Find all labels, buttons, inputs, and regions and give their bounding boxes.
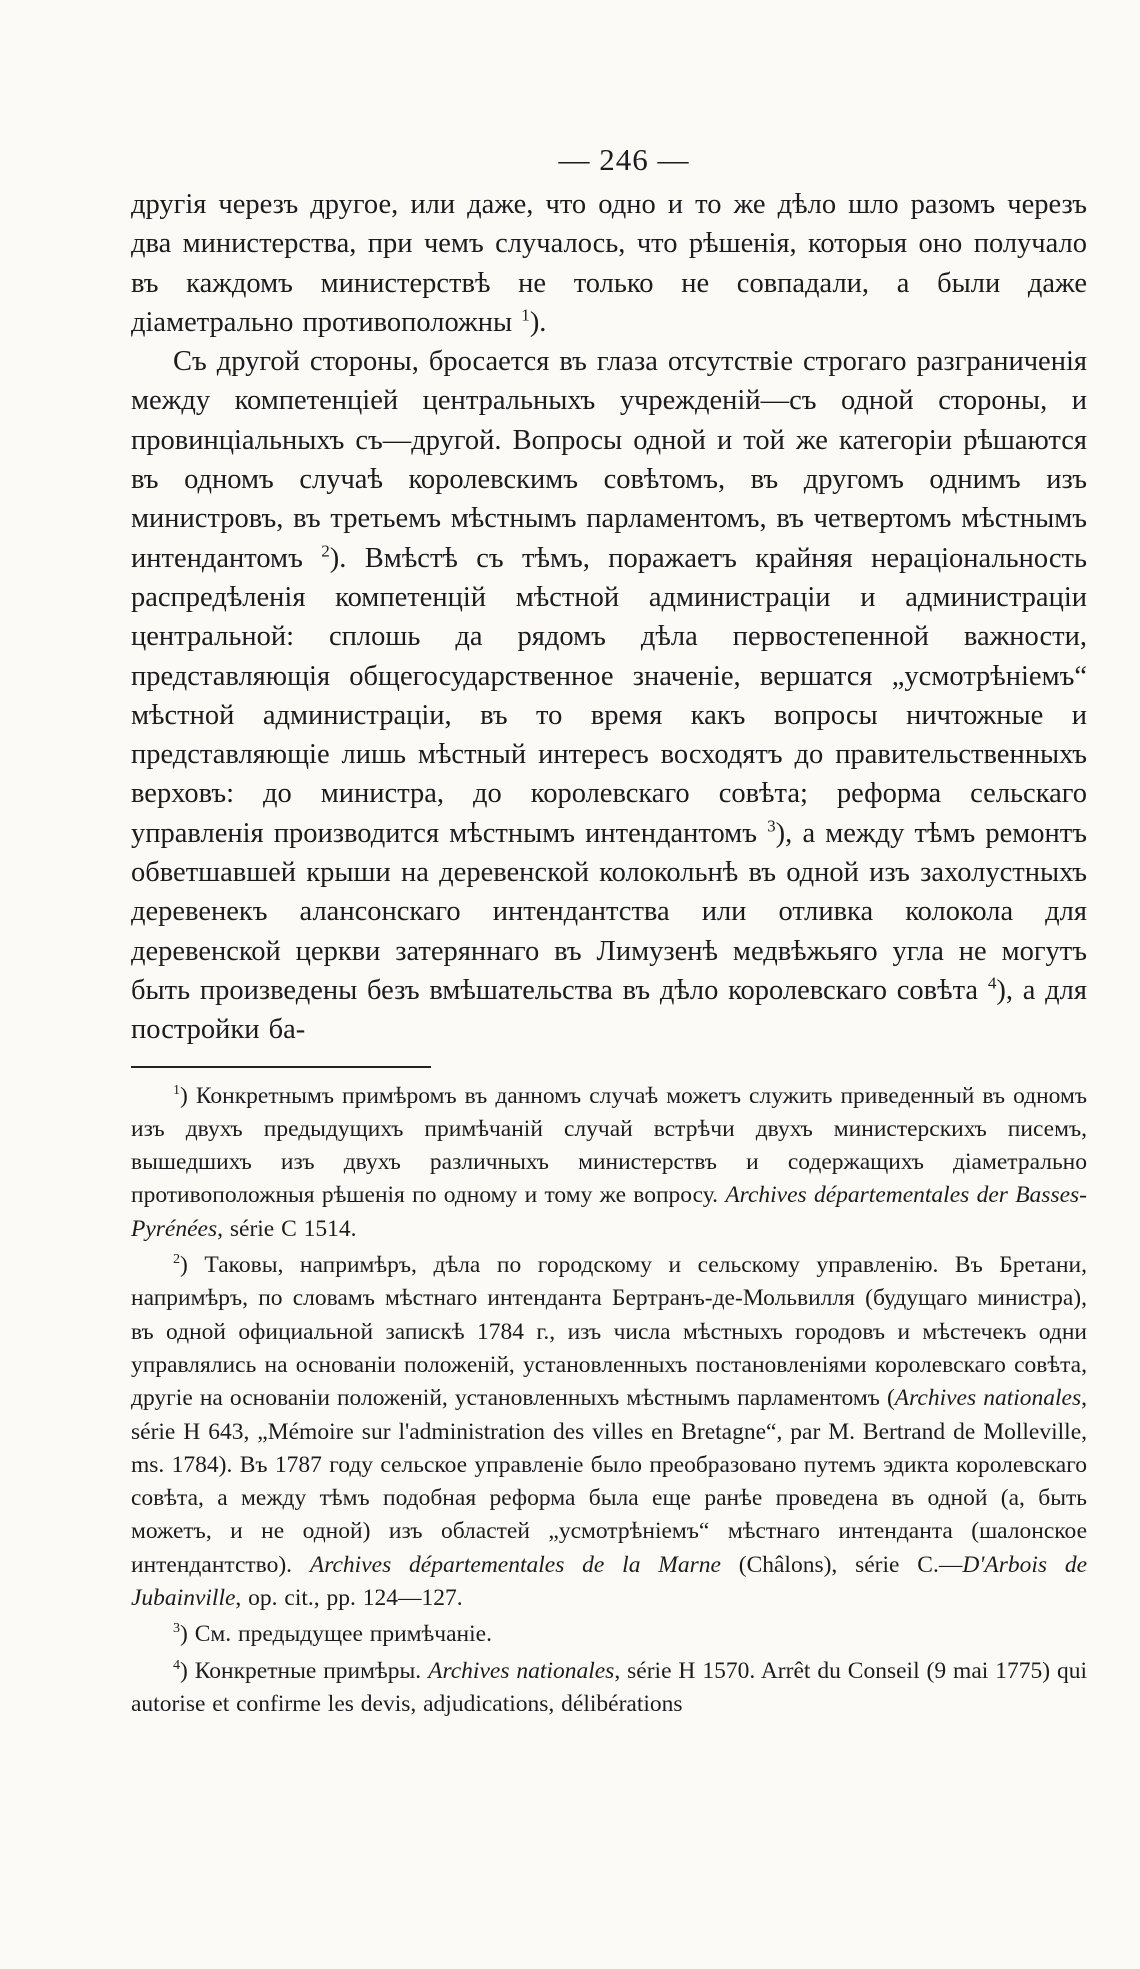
- footnote-2-mark: 2: [173, 1251, 181, 1268]
- footnote-3-mark: 3: [173, 1620, 181, 1637]
- footnote-4-mark: 4: [173, 1656, 181, 1673]
- footnote-1-text: ) Конкретнымъ примѣромъ въ данномъ случаѣ можетъ служить приведенный въ одномъ изъ двухъ предыдущихъ примѣчаній случай встрѣчи двухъ министерскихъ писемъ, вышедшихъ изъ двухъ различныхъ министерствъ и содержащихъ діаметрально противоположныя рѣшенія по одному и тому же вопросу.: [131, 1082, 1087, 1209]
- footnote-4-text: ) Конкретные примѣры.: [180, 1657, 422, 1684]
- footnote-1-source: Archives départementales der Basses-Pyrénées: [131, 1182, 1087, 1242]
- footnotes: [131, 1080, 1087, 1722]
- footnote-2-author: D'Arbois de Jubainville: [131, 1551, 1088, 1611]
- footnote-ref-3: 3: [767, 816, 776, 836]
- footnote-divider: [131, 1066, 431, 1068]
- footnote-2-mid-1: , série H 643, „Mémoire sur l'administration des villes en Bretagne“, par M. Bertrand de Molleville, ms. 1784). Въ 1787 году сельское управленіе было преобразовано путемъ эдикта королевскаго совѣта, а между тѣмъ подобная реформа была еще ранѣе проведена въ одной (а, быть можетъ, и не одной) изъ областей „усмотрѣніемъ“ мѣстнаго интенданта (шалонское интендантство).: [131, 1385, 1087, 1578]
- page-number: — 246 —: [558, 142, 690, 177]
- paragraph-2-part-3: ), а между тѣмъ ремонтъ обветшавшей крыши на деревенской колокольнѣ въ одной изъ захолустныхъ деревенекъ алансонскаго интендантства или отливка колокола для деревенской церкви затеряннаго въ Лимузенѣ медвѣжьяго угла не могутъ быть произведены безъ вмѣшательства въ дѣло королевскаго совѣта: [131, 817, 1087, 1006]
- book-page: [131, 135, 1087, 1721]
- paragraph-1-text: другія черезъ другое, или даже, что одно и то же дѣло шло разомъ черезъ два министерства, при чемъ случалось, что рѣшенія, которыя оно получало въ каждомъ министерствѣ не только не совпадали, а были даже діаметрально противоположны: [131, 189, 1087, 338]
- footnote-2: [131, 1249, 1087, 1615]
- paragraph-1: [131, 185, 1087, 342]
- footnote-4: [131, 1655, 1087, 1722]
- footnote-2-source-1: Archives nationales: [894, 1385, 1082, 1412]
- footnote-4-tail: , série H 1570. Arrêt du Conseil (9 mai 1775) qui autorise et confirme les devis, adjudications, délibérations: [131, 1657, 1087, 1717]
- footnote-ref-2: 2: [321, 541, 330, 561]
- paragraph-1-tail: ).: [529, 306, 547, 338]
- footnote-2-mid-2: (Châlons), série C.—: [720, 1551, 963, 1578]
- paragraph-2-part-1: Съ другой стороны, бросается въ глаза отсутствіе строгаго разграниченія между компетенціей центральныхъ учрежденій—съ одной стороны, и провинціальныхъ съ—другой. Вопросы одной и той же категоріи рѣшаются въ одномъ случаѣ королевскимъ совѣтомъ, въ другомъ однимъ изъ министровъ, въ третьемъ мѣстнымъ парламентомъ, въ четвертомъ мѣстнымъ интендантомъ: [131, 346, 1087, 574]
- footnote-4-source: Archives nationales: [428, 1657, 615, 1684]
- footnote-1-mark: 1: [173, 1081, 181, 1098]
- paragraph-2-part-2: ). Вмѣстѣ съ тѣмъ, поражаетъ крайняя нераціональность распредѣленія компетенцій мѣстной администраціи и администраціи центральной: сплошь да рядомъ дѣла первостепенной важности, представляющія общегосударственное значеніе, вершатся „усмотрѣніемъ“ мѣстной администраціи, въ то время какъ вопросы ничтожные и представляющіе лишь мѣстный интересъ восходятъ до правительственныхъ верховъ: до министра, до королевскаго совѣта; реформа сельскаго управленія производится мѣстнымъ интендантомъ: [131, 542, 1087, 849]
- footnote-1: [131, 1080, 1087, 1246]
- paragraph-2: [131, 342, 1087, 1049]
- footnote-2-text: ) Таковы, напримѣръ, дѣла по городскому и сельскому управленію. Въ Бретани, напримѣръ, по словамъ мѣстнаго интенданта Бертранъ-де-Мольвилля (будущаго министра), въ одной официальной запискѣ 1784 г., изъ числа мѣстныхъ городовъ и мѣстечекъ одни управлялись на основаніи положеній, установленныхъ постановленіями королевскаго совѣта, другіе на основаніи положеній, установленныхъ мѣстнымъ парламентомъ (: [131, 1252, 1087, 1412]
- footnote-1-tail: , série C 1514.: [217, 1215, 357, 1242]
- main-text: [131, 185, 1087, 1050]
- footnote-3-text: ) См. предыдущее примѣчаніе.: [180, 1621, 492, 1648]
- footnote-2-tail: , op. cit., pp. 124—127.: [235, 1584, 463, 1611]
- footnote-2-source-2: Archives départementales de la Marne: [309, 1551, 721, 1578]
- paragraph-2-part-4: ), а для постройки ба-: [131, 974, 1087, 1046]
- footnote-3: [131, 1618, 1087, 1651]
- footnote-ref-4: 4: [987, 973, 997, 993]
- footnote-ref-1: 1: [521, 305, 530, 325]
